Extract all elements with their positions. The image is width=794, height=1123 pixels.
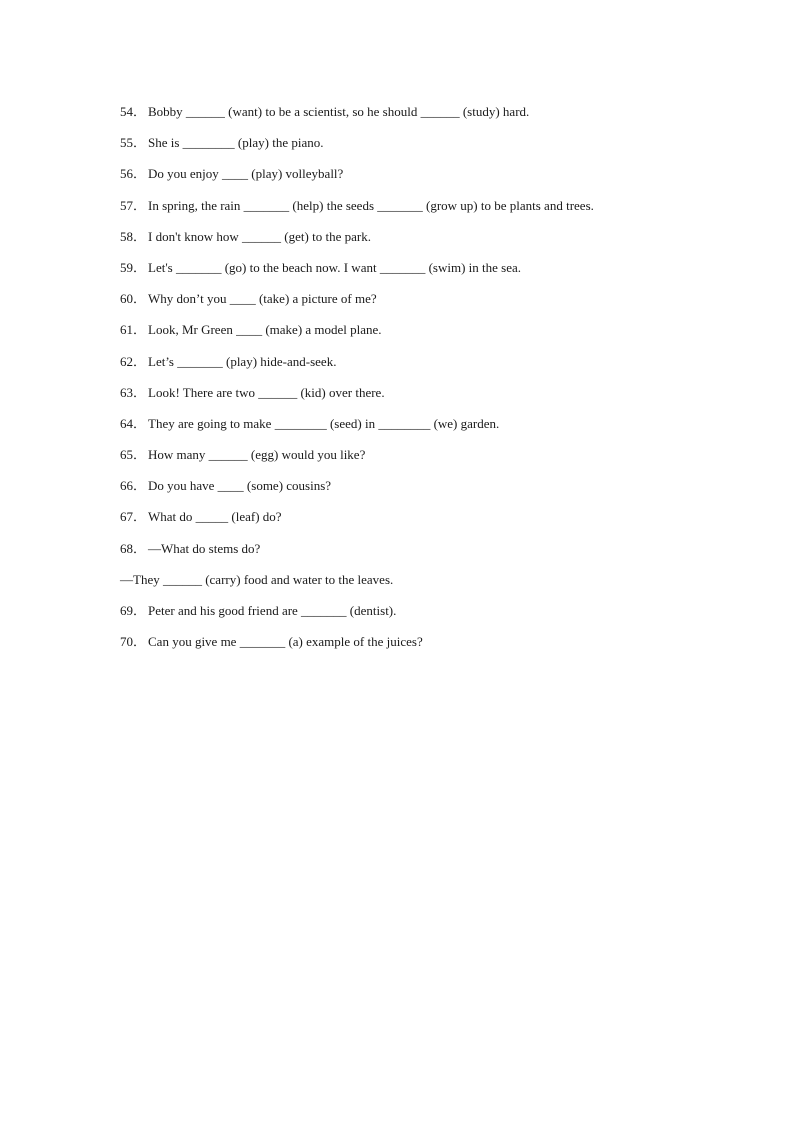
question-number: 64． (120, 415, 147, 431)
question-57 (0, 195, 794, 226)
question-text: —They ______ (carry) food and water to the leaves. (120, 571, 394, 587)
question-65 (0, 444, 794, 475)
question-text: She is ________ (play) the piano. (148, 135, 324, 151)
question-text: How many ______ (egg) would you like? (148, 447, 366, 463)
question-68 (0, 538, 794, 569)
question-number: 70． (120, 634, 147, 650)
question-number: 60． (120, 291, 147, 307)
question-number: 67． (120, 509, 147, 525)
question-54 (0, 101, 794, 132)
question-number: 65． (120, 447, 147, 463)
question-number: 68． (120, 540, 147, 556)
question-text: They are going to make ________ (seed) in ________ (we) garden. (148, 415, 500, 431)
question-56 (0, 163, 794, 194)
question-text: Can you give me _______ (a) example of the juices? (148, 634, 423, 650)
question-58 (0, 226, 794, 257)
question-number: 59． (120, 259, 147, 275)
question-text: —What do stems do? (148, 540, 261, 556)
question-text: Bobby ______ (want) to be a scientist, so he should ______ (study) hard. (148, 104, 530, 119)
question-59 (0, 257, 794, 288)
question-number: 66． (120, 478, 147, 494)
question-text: Let’s _______ (play) hide-and-seek. (148, 353, 337, 369)
question-60 (0, 288, 794, 319)
question-68-answer-line (0, 569, 794, 600)
question-text: I don't know how ______ (get) to the park. (148, 228, 371, 244)
question-list (0, 101, 794, 662)
question-61 (0, 319, 794, 350)
question-text: Look! There are two ______ (kid) over there. (148, 384, 385, 400)
question-number: 57． (120, 197, 147, 213)
question-text: Let's _______ (go) to the beach now. I want _______ (swim) in the sea. (148, 259, 522, 275)
question-text: In spring, the rain _______ (help) the seeds _______ (grow up) to be plants and trees. (148, 197, 594, 213)
question-63 (0, 382, 794, 413)
question-69 (0, 600, 794, 631)
question-64 (0, 413, 794, 444)
question-62 (0, 351, 794, 382)
question-number: 63． (120, 384, 147, 400)
question-number: 54． (120, 104, 147, 119)
question-number: 62． (120, 353, 147, 369)
question-67 (0, 506, 794, 537)
question-number: 58． (120, 228, 147, 244)
question-text: What do _____ (leaf) do? (148, 509, 282, 525)
question-number: 56． (120, 166, 147, 182)
question-66 (0, 475, 794, 506)
question-text: Peter and his good friend are _______ (dentist). (148, 603, 397, 618)
question-text: Why don’t you ____ (take) a picture of me? (148, 291, 377, 307)
question-text: Do you have ____ (some) cousins? (148, 478, 332, 494)
question-55 (0, 132, 794, 163)
question-number: 69． (120, 603, 147, 618)
question-text: Look, Mr Green ____ (make) a model plane. (148, 322, 382, 338)
question-text: Do you enjoy ____ (play) volleyball? (148, 166, 344, 182)
question-number: 61． (120, 322, 147, 338)
question-number: 55． (120, 135, 147, 151)
question-70 (0, 631, 794, 662)
